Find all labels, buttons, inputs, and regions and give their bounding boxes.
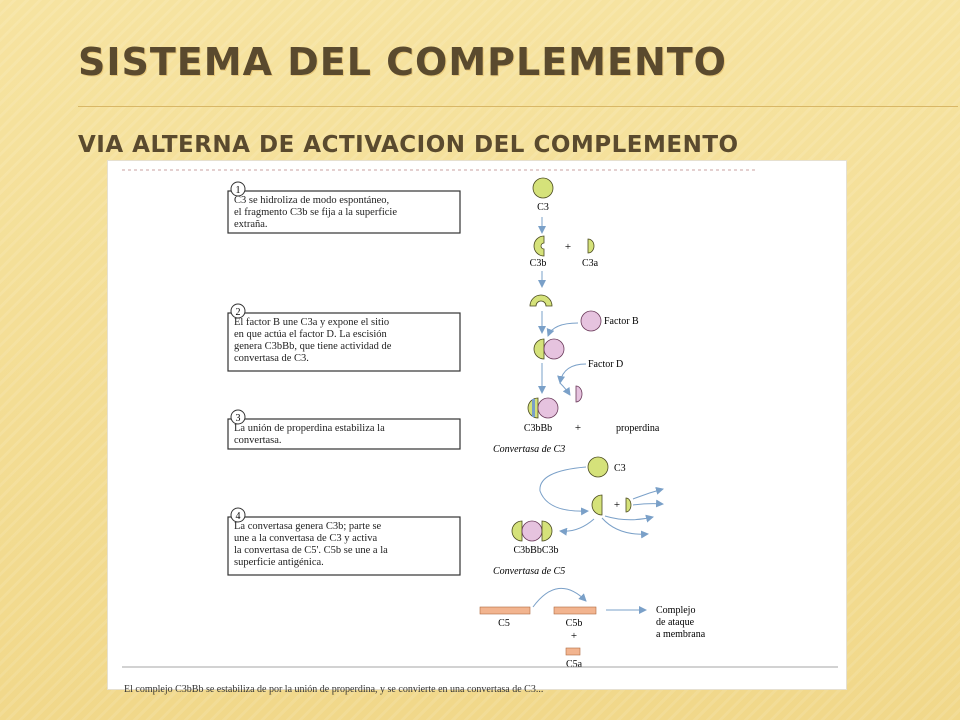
step-4-box (228, 508, 460, 575)
c3bbb-pink-part (538, 398, 558, 418)
step-2-line-3: genera C3bBb, que tiene actividad de (234, 341, 392, 352)
c5conv-green-right (542, 521, 552, 541)
plus-sign-1: + (564, 241, 572, 253)
arrow-c3a-out-2 (633, 504, 663, 505)
step-1-number: 1 (235, 185, 241, 196)
c3b-bound-molecule (530, 295, 552, 306)
c5b-label: C5b (565, 618, 583, 629)
c3a-mid-molecule (626, 498, 631, 512)
step-1-line-1: C3 se hidroliza de modo espontáneo, (234, 195, 390, 206)
step-4-number: 4 (235, 511, 241, 522)
mac-label-line-2: de ataque (656, 617, 695, 628)
step-4-line-4: superficie antigénica. (234, 557, 324, 568)
step-3-box (228, 410, 460, 449)
plus-sign-3: + (613, 499, 621, 511)
mac-label-line-3: a membrana (656, 629, 706, 640)
c3b-molecule (534, 236, 544, 256)
c5b-molecule (554, 607, 596, 614)
ba-fragment (576, 386, 582, 402)
step-4-line-1: La convertasa genera C3b; parte se (234, 521, 382, 532)
step-3-line-1: La unión de properdina estabiliza la (234, 423, 385, 434)
c3-mid-label: C3 (614, 463, 626, 474)
step-4-line-2: une a la convertasa de C3 y activa (234, 533, 378, 544)
c3-mid-molecule (588, 457, 608, 477)
c3bbbc3b-label: C3bBbC3b (513, 545, 559, 556)
step-1-box (228, 182, 460, 233)
step-2-line-1: El factor B une C3a y expone el sitio (234, 317, 390, 328)
step-1-line-2: el fragmento C3b se fija a la superficie (234, 207, 397, 218)
step-3-number: 3 (235, 413, 241, 424)
c5-label: C5 (498, 618, 510, 629)
c3b-label: C3b (529, 258, 547, 269)
step-2-number: 2 (235, 307, 241, 318)
properdina-bar (532, 399, 535, 417)
c3-label: C3 (537, 202, 549, 213)
step-2-box (228, 304, 460, 371)
c5a-label: C5a (565, 659, 583, 670)
step-1-line-3: extraña. (234, 219, 268, 230)
pathway-figure (108, 161, 846, 695)
slide-title: SISTEMA DEL COMPLEMENTO (78, 40, 727, 84)
c3b-mid-molecule (592, 495, 602, 515)
c5a-molecule (566, 648, 580, 655)
c5conv-green-left (512, 521, 522, 541)
c3bb-green-part (534, 339, 544, 359)
arrow-ba-release (560, 383, 570, 395)
plus-sign-4: + (570, 630, 578, 642)
factor-b-molecule (581, 311, 601, 331)
step-2-line-4: convertasa de C3. (234, 353, 309, 364)
slide-subtitle: VIA ALTERNA DE ACTIVACION DEL COMPLEMENTO (78, 132, 739, 158)
c5-molecule (480, 607, 530, 614)
c3bbb-label: C3bBb (523, 423, 553, 434)
arrow-c3a-out-1 (633, 489, 663, 499)
arrow-c3b-to-convertasa (560, 519, 594, 531)
arrow-c3-cycle (540, 467, 588, 511)
step-3-line-2: convertasa. (234, 435, 282, 446)
c3a-molecule (588, 239, 594, 253)
arrow-c3b-out-1 (605, 516, 653, 520)
convertasa-c5-label: Convertasa de C5 (493, 566, 566, 577)
c3bb-pink-part (544, 339, 564, 359)
arrow-c3b-out-2 (602, 518, 648, 534)
plus-sign-2: + (574, 422, 582, 434)
figure-caption: El complejo C3bBb se estabiliza de por la unión de properdina, y se convierte en una convertasa de C3... (124, 684, 544, 695)
mac-label-line-1: Complejo (656, 605, 696, 616)
c3-molecule (533, 178, 553, 198)
c5conv-pink (522, 521, 542, 541)
step-2-line-2: en que actúa el factor D. La escisión (234, 329, 387, 340)
arrow-factor-d (560, 364, 586, 383)
properdina-label: properdina (616, 423, 660, 434)
arrow-factor-b (548, 323, 578, 336)
factor-b-label: Factor B (604, 316, 639, 327)
factor-d-label: Factor D (588, 359, 624, 370)
c3a-label: C3a (581, 258, 599, 269)
arrow-c5-cleavage (533, 588, 586, 607)
convertasa-c3-label: Convertasa de C3 (493, 444, 566, 455)
title-divider (78, 106, 958, 107)
step-4-line-3: la convertasa de C5'. C5b se une a la (234, 545, 388, 556)
